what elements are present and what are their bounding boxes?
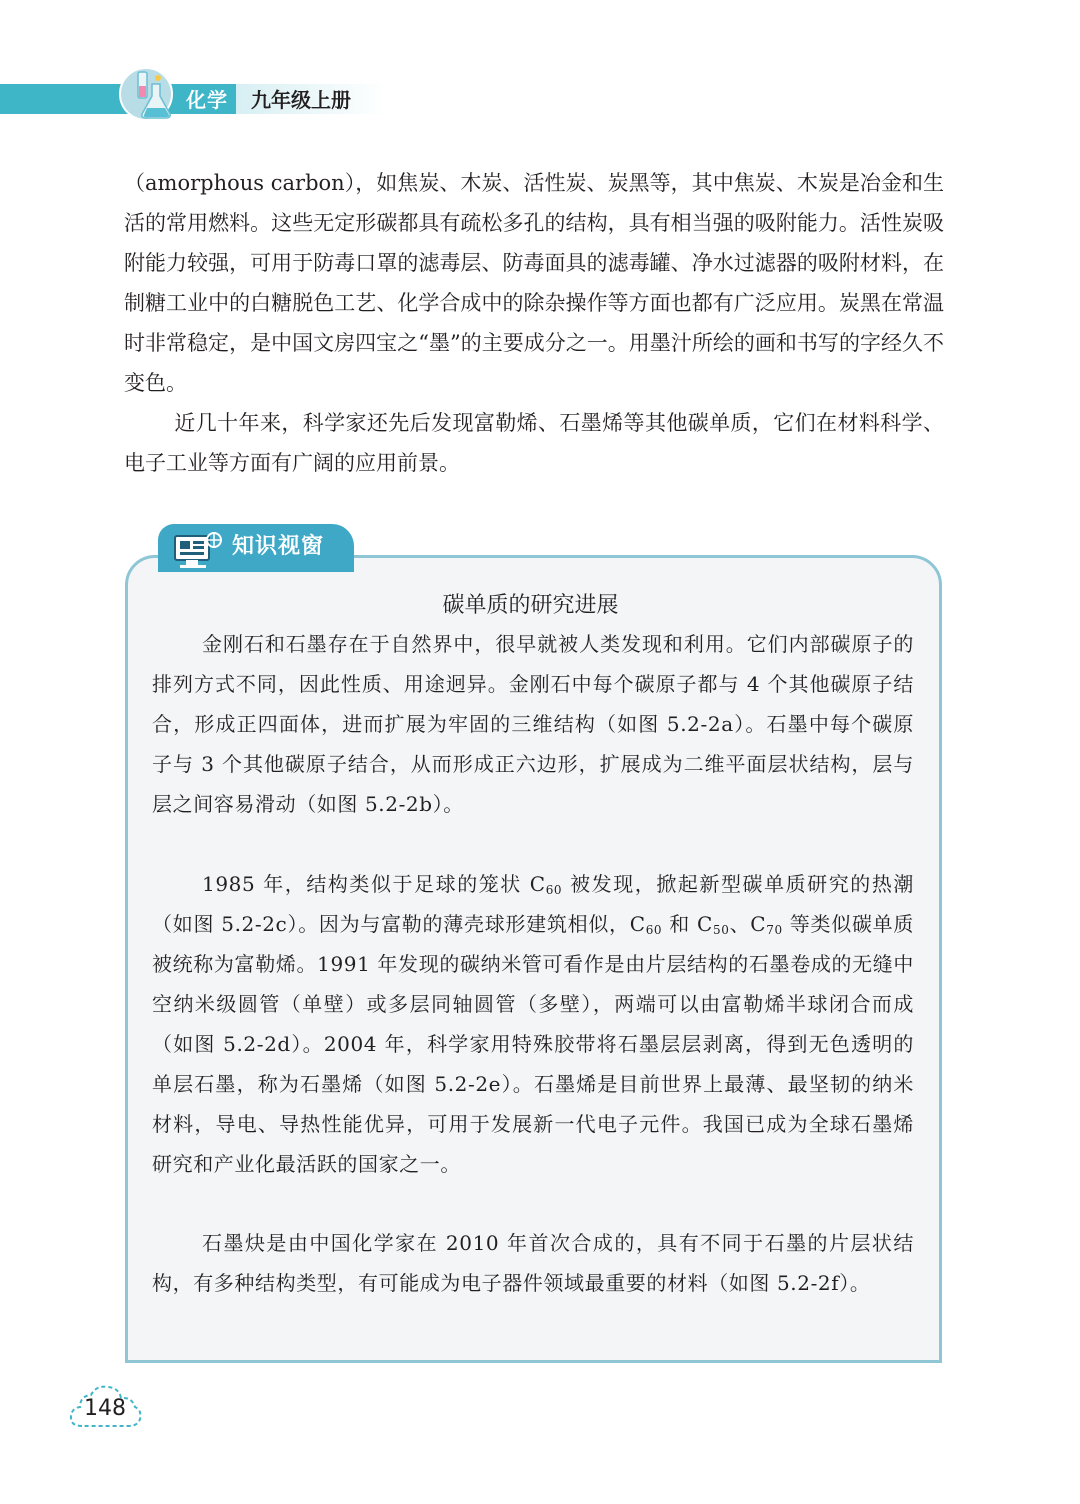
text-segment: 、C [729,912,767,936]
subscript: 60 [545,883,563,897]
text-segment: 1985 年，结构类似于足球的笼状 C [202,872,546,896]
knowledge-title: 碳单质的研究进展 [442,593,619,618]
knowledge-tab-label: 知识视窗 [232,534,325,559]
grade-title: 九年级上册 [251,88,351,112]
text-segment: 和 C [662,912,713,936]
text-segment: 被发现，掀起新型碳单质研究的热潮（如图 5.2-2c）。因为与富勒的薄壳球形建筑相似，C [152,872,914,936]
page-number: 148 [84,1396,126,1421]
subject-title: 化学 [186,88,228,112]
computer-icon [172,530,224,572]
subscript: 60 [645,923,663,937]
knowledge-paragraph-1: 金刚石和石墨存在于自然界中，很早就被人类发现和利用。它们内部碳原子的排列方式不同，因此性质、用途迥异。金刚石中每个碳原子都与 4 个其他碳原子结合，形成正四面体，进而扩展为牢固的三维结构（如图 5.2-2a）。石墨中每个碳原子与 3 个其他碳原子结合，从而形成正六边形，扩展成为二维平面层状结构，层与层之间容易滑动（如图 5.2-2b）。 [152,632,914,816]
text-segment: 等类似碳单质被统称为富勒烯。1991 年发现的碳纳米管可看作是由片层结构的石墨卷成的无缝中空纳米级圆管（单壁）或多层同轴圆管（多壁），两端可以由富勒烯半球闭合而成（如图 5.2-2d）。2004 年，科学家用特殊胶带将石墨层层剥离，得到无色透明的单层石墨，称为石墨烯（如图 5.2-2e）。石墨烯是目前世界上最薄、最坚韧的纳米材料，导电、导热性能优异，可用于发展新一代电子元件。我国已成为全球石墨烯研究和产业化最活跃的国家之一。 [152,912,915,1176]
knowledge-paragraph-2 [152,864,914,1184]
body-paragraph-2: 近几十年来，科学家还先后发现富勒烯、石墨烯等其他碳单质，它们在材料科学、电子工业等方面有广阔的应用前景。 [124,411,944,475]
subscript: 50 [712,923,730,937]
subscript: 70 [766,923,783,937]
knowledge-paragraph-3: 石墨炔是由中国化学家在 2010 年首次合成的，具有不同于石墨的片层状结构，有多种结构类型，有可能成为电子器件领域最重要的材料（如图 5.2-2f）。 [152,1231,914,1295]
body-paragraph-1: （amorphous carbon），如焦炭、木炭、活性炭、炭黑等，其中焦炭、木炭是冶金和生活的常用燃料。这些无定形碳都具有疏松多孔的结构，具有相当强的吸附能力。活性炭吸附能力较强，可用于防毒口罩的滤毒层、防毒面具的滤毒罐、净水过滤器的吸附材料，在制糖工业中的白糖脱色工艺、化学合成中的除杂操作等方面也都有广泛应用。炭黑在常温时非常稳定，是中国文房四宝之“墨”的主要成分之一。用墨汁所绘的画和书写的字经久不变色。 [124,171,944,395]
flask-icon [116,66,180,122]
